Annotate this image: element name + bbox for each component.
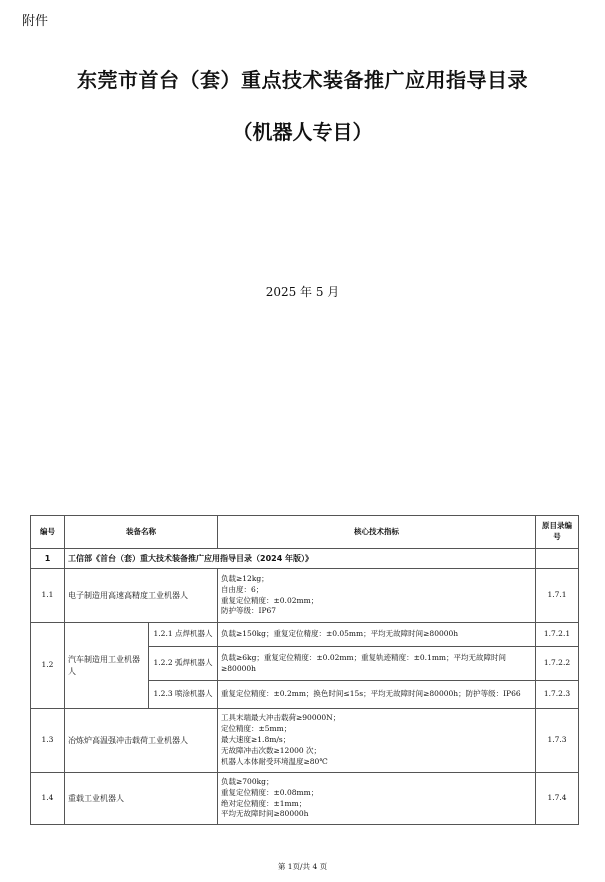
- spec-cell: [218, 569, 536, 623]
- document-date: 2025 年 5 月: [265, 285, 340, 299]
- table-row: [31, 623, 579, 647]
- orig-no: 1.7.2.2: [536, 647, 579, 681]
- sub-equipment-name: 1.2.1 点焊机器人: [149, 623, 218, 647]
- spec-line: 自由度：6；: [221, 584, 264, 594]
- document-subtitle: （机器人专目）: [232, 120, 373, 144]
- orig-no: 1.7.2.3: [536, 681, 579, 709]
- spec-line: 绝对定位精度：±1mm；: [221, 798, 307, 808]
- equipment-name: 重载工业机器人: [65, 773, 218, 825]
- header-no: 编号: [31, 516, 65, 549]
- header-orig: 原目录编号: [536, 516, 579, 549]
- orig-no: 1.7.4: [536, 773, 579, 825]
- spec-line: 重复定位精度：±0.08mm；: [221, 787, 319, 797]
- spec-line: 工具末端最大冲击载荷≥90000N；: [221, 713, 341, 723]
- row-no: 1.3: [31, 709, 65, 773]
- equipment-name: 电子制造用高速高精度工业机器人: [65, 569, 218, 623]
- spec-line: 定位精度：±5mm；: [221, 724, 292, 734]
- header-name: 装备名称: [65, 516, 218, 549]
- spec-line: 防护等级：IP67: [221, 606, 277, 616]
- section-empty-cell: [536, 549, 579, 569]
- equipment-name: 汽车制造用工业机器人: [65, 623, 149, 709]
- equipment-name: 冶炼炉高温强冲击载荷工业机器人: [65, 709, 218, 773]
- table-row: [31, 773, 579, 825]
- spec-cell: 重复定位精度：±0.2mm；换色时间≤15s；平均无故障时间≥80000h；防护等级：IP66: [218, 681, 536, 709]
- spec-line: 负载≥700kg；: [221, 776, 274, 786]
- spec-line: 最大速度≥1.8m/s；: [221, 735, 291, 745]
- sub-equipment-name: 1.2.3 喷涂机器人: [149, 681, 218, 709]
- table-row: [31, 709, 579, 773]
- spec-cell: [218, 773, 536, 825]
- row-no: 1.2: [31, 623, 65, 709]
- section-title: 工信部《首台（套）重大技术装备推广应用指导目录（2024 年版）》: [65, 549, 536, 569]
- section-row: [31, 549, 579, 569]
- document-title: 东莞市首台（套）重点技术装备推广应用指导目录: [77, 68, 528, 92]
- section-no: 1: [31, 549, 65, 569]
- spec-cell: [218, 709, 536, 773]
- sub-equipment-name: 1.2.2 弧焊机器人: [149, 647, 218, 681]
- page-footer: 第 1页/共 4 页: [277, 862, 328, 871]
- spec-line: 平均无故障时间≥80000h: [221, 809, 309, 819]
- header-spec: 核心技术指标: [218, 516, 536, 549]
- spec-line: 机器人本体耐受环境温度≥80℃: [221, 756, 328, 766]
- catalog-table: [30, 515, 579, 825]
- orig-no: 1.7.3: [536, 709, 579, 773]
- spec-cell: 负载≥6kg；重复定位精度：±0.02mm；重复轨迹精度：±0.1mm；平均无故障时间≥80000h: [218, 647, 536, 681]
- row-no: 1.1: [31, 569, 65, 623]
- attachment-label: 附件: [22, 14, 49, 29]
- spec-line: 无故障冲击次数≥12000 次；: [221, 745, 322, 755]
- row-no: 1.4: [31, 773, 65, 825]
- spec-line: 负载≥12kg；: [221, 573, 269, 583]
- spec-line: 重复定位精度：±0.02mm；: [221, 595, 319, 605]
- orig-no: 1.7.2.1: [536, 623, 579, 647]
- table-row: [31, 569, 579, 623]
- orig-no: 1.7.1: [536, 569, 579, 623]
- table-header-row: [31, 516, 579, 549]
- spec-cell: 负载≥150kg；重复定位精度：±0.05mm；平均无故障时间≥80000h: [218, 623, 536, 647]
